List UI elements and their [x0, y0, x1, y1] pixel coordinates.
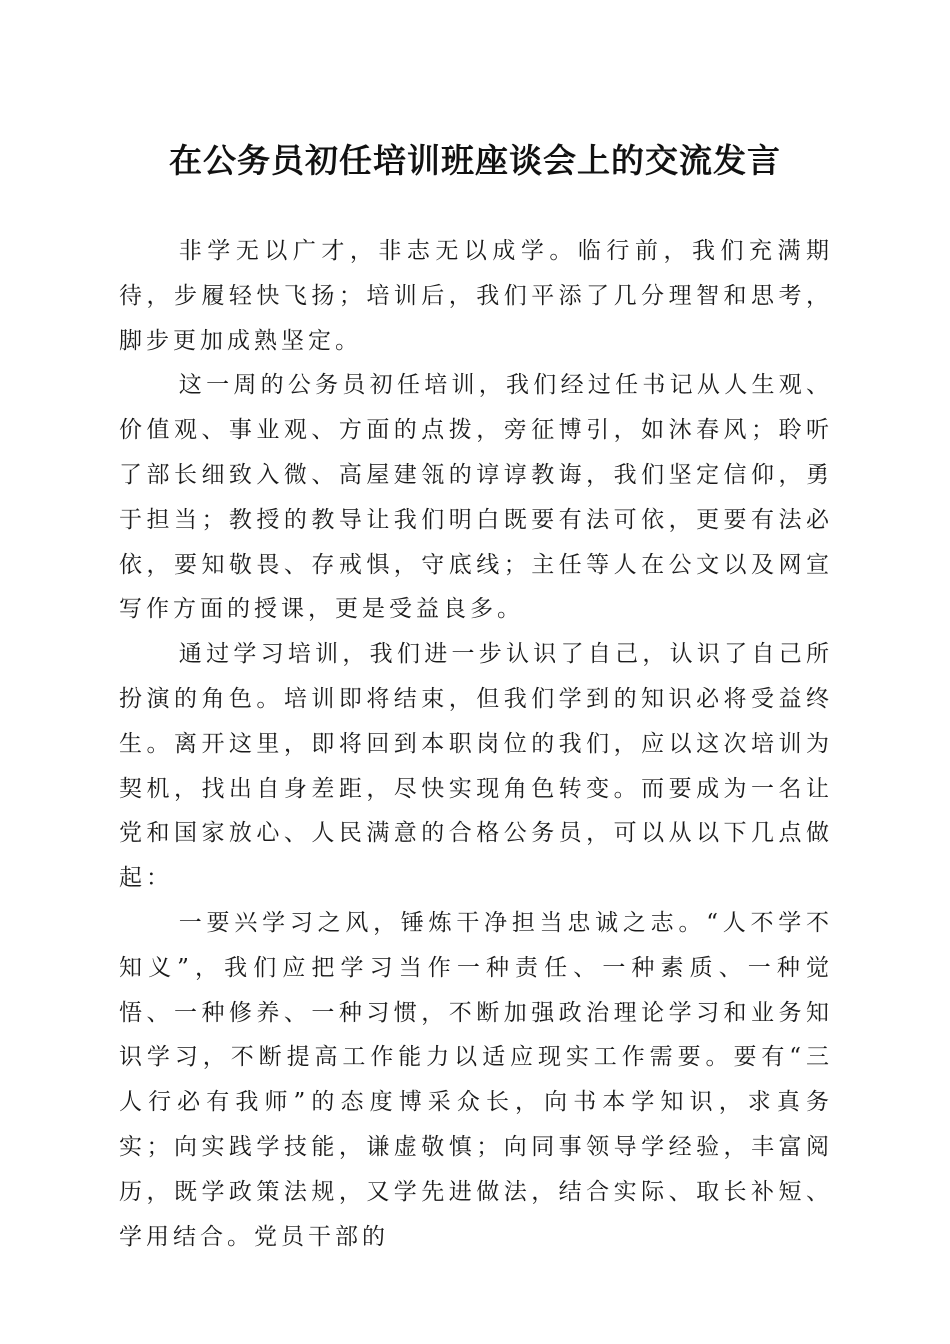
paragraph-3: 通过学习培训，我们进一步认识了自己，认识了自己所扮演的角色。培训即将结束，但我们学到的知识必将受益终生。离开这里，即将回到本职岗位的我们，应以这次培训为契机，找出自身差距，尽快实现角色转变。而要成为一名让党和国家放心、人民满意的合格公务员，可以从以下几点做起： — [119, 641, 833, 892]
document-body — [119, 229, 833, 1259]
paragraph-1: 非学无以广才，非志无以成学。临行前，我们充满期待，步履轻快飞扬；培训后，我们平添了几分理智和思考，脚步更加成熟坚定。 — [119, 238, 833, 354]
document-title: 在公务员初任培训班座谈会上的交流发言 — [169, 141, 781, 180]
paragraph-4: 一要兴学习之风，锤炼干净担当忠诚之志。“人不学不知义”，我们应把学习当作一种责任、一种素质、一种觉悟、一种修养、一种习惯，不断加强政治理论学习和业务知识学习，不断提高工作能力以适应现实工作需要。要有“三人行必有我师”的态度博采众长，向书本学知识，求真务实；向实践学技能，谦虚敬慎；向同事领导学经验，丰富阅历，既学政策法规，又学先进做法，结合实际、取长补短、学用结合。党员干部的 — [119, 909, 833, 1250]
paragraph-2: 这一周的公务员初任培训，我们经过任书记从人生观、价值观、事业观、方面的点拨，旁征博引，如沐春风；聆听了部长细致入微、高屋建瓴的谆谆教诲，我们坚定信仰，勇于担当；教授的教导让我们明白既要有法可依，更要有法必依，要知敬畏、存戒惧，守底线；主任等人在公文以及网宣写作方面的授课，更是受益良多。 — [119, 372, 833, 623]
